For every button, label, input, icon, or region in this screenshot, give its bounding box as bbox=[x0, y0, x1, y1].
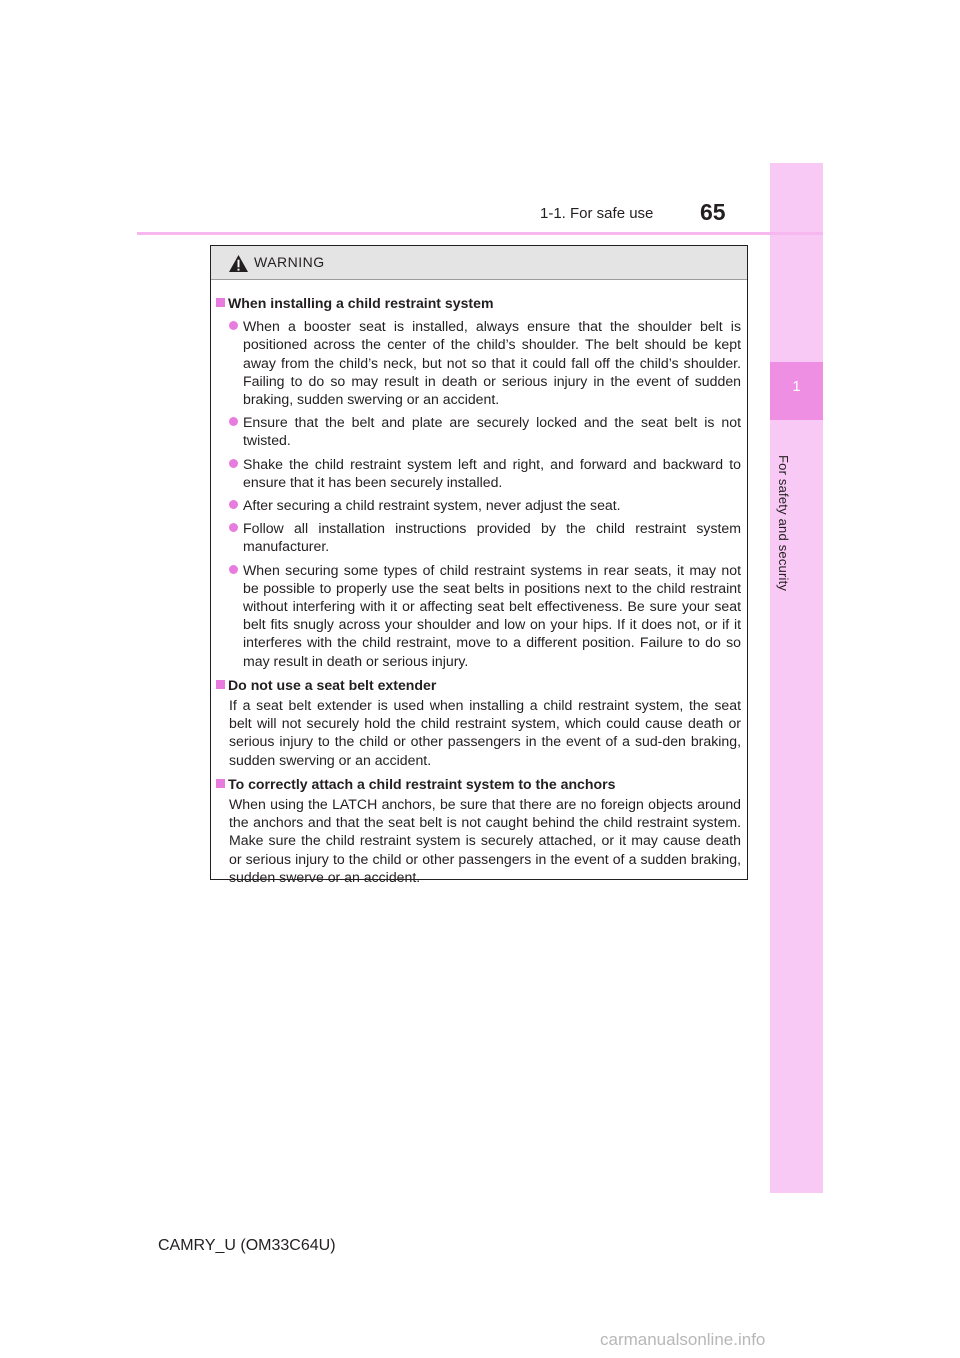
watermark-link[interactable]: carmanualsonline.info bbox=[600, 1330, 766, 1349]
section-title-text: When installing a child restraint system bbox=[228, 295, 494, 311]
section-title bbox=[218, 775, 741, 793]
section-title bbox=[218, 294, 741, 312]
section-paragraph: If a seat belt extender is used when installing a child restraint system, the seat belt will not securely hold the child restraint system, which could cause death or serious injury to the child or other passengers in the event of a sud-den braking, sudden swerving or an accident. bbox=[229, 697, 741, 768]
section-title-text: To correctly attach a child restraint system to the anchors bbox=[228, 775, 616, 792]
warning-label: WARNING bbox=[254, 254, 325, 270]
section-title-text: Do not use a seat belt extender bbox=[228, 676, 437, 693]
warning-body bbox=[211, 280, 747, 886]
circle-bullet-icon bbox=[229, 417, 238, 426]
page-number: 65 bbox=[700, 199, 726, 225]
list-item bbox=[218, 519, 741, 555]
list-item-text: When a booster seat is installed, always ensure that the shoulder belt is positioned across the center of the child’s shoulder. The belt should be kept away from the child’s neck, but not so that it could fall off the child’s shoulder. Failing to do so may result in death or serious injury in the event of sudden braking, sudden swerving or an accident. bbox=[243, 318, 741, 408]
list-item bbox=[218, 317, 741, 408]
chapter-title: For safety and security bbox=[776, 455, 791, 592]
warning-header bbox=[211, 246, 747, 280]
list-item-text: Follow all installation instructions provided by the child restraint system manufacturer. bbox=[243, 520, 741, 555]
list-item bbox=[218, 455, 741, 491]
square-bullet-icon bbox=[216, 680, 225, 689]
circle-bullet-icon bbox=[229, 523, 238, 532]
header-section: 1-1. For safe use bbox=[540, 205, 654, 222]
circle-bullet-icon bbox=[229, 459, 238, 468]
list-item-text: Ensure that the belt and plate are securely locked and the seat belt is not twisted. bbox=[243, 414, 741, 449]
warning-box bbox=[210, 245, 748, 885]
header-rule bbox=[137, 232, 823, 235]
list-item bbox=[218, 413, 741, 449]
section-paragraph: When using the LATCH anchors, be sure that there are no foreign objects around the anchors and that the seat belt is not caught behind the child restraint system. Make sure the child restraint system is securely attached, or it may cause death or serious injury to the child or other passengers in the event of a sudden braking, sudden swerve or an accident. bbox=[229, 796, 741, 885]
list-item-text: Shake the child restraint system left and right, and forward and backward to ensure that it has been securely installed. bbox=[243, 455, 741, 490]
list-item-text: When securing some types of child restraint systems in rear seats, it may not be possible to properly use the seat belts in positions next to the child restraint without interfering with it or affecting seat belt effectiveness. Be sure your seat belt fits snugly across your shoulder and low on your hips. If it does not, or if it interferes with the child restraint, move to a different position. Failure to do so may result in death or serious injury. bbox=[243, 561, 741, 669]
list-item-text: After securing a child restraint system, never adjust the seat. bbox=[243, 497, 621, 514]
square-bullet-icon bbox=[216, 298, 225, 307]
circle-bullet-icon bbox=[229, 321, 238, 330]
circle-bullet-icon bbox=[229, 565, 238, 574]
square-bullet-icon bbox=[216, 779, 225, 788]
list-item bbox=[218, 561, 741, 670]
section-title bbox=[218, 676, 741, 694]
warning-triangle-icon bbox=[228, 254, 249, 273]
circle-bullet-icon bbox=[229, 500, 238, 509]
list-item bbox=[218, 496, 741, 514]
side-chapter-tab bbox=[770, 163, 823, 1193]
footer-model: CAMRY_U (OM33C64U) bbox=[158, 1237, 336, 1254]
chapter-number: 1 bbox=[792, 378, 801, 395]
